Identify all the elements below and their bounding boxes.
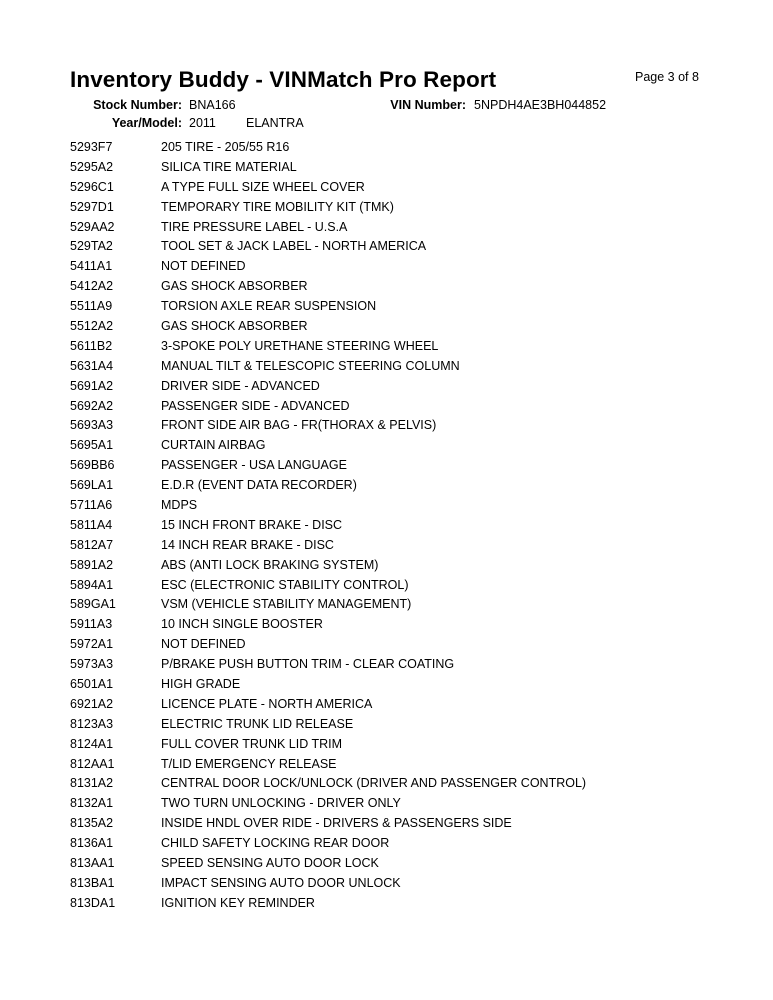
option-description: CURTAIN AIRBAG: [161, 438, 266, 453]
option-description: FRONT SIDE AIR BAG - FR(THORAX & PELVIS): [161, 418, 437, 433]
list-item: [70, 336, 750, 356]
option-code: 8123A3: [70, 716, 114, 731]
year-model-label: Year/Model:: [111, 116, 182, 130]
list-item: [70, 197, 750, 217]
option-description: 15 INCH FRONT BRAKE - DISC: [161, 517, 343, 532]
option-description: MDPS: [161, 497, 198, 512]
option-description: MANUAL TILT & TELESCOPIC STEERING COLUMN: [161, 358, 460, 373]
option-code: 5411A1: [70, 259, 113, 274]
option-description: CHILD SAFETY LOCKING REAR DOOR: [161, 836, 390, 851]
option-description: CENTRAL DOOR LOCK/UNLOCK (DRIVER AND PASSENGER CONTROL): [161, 776, 587, 791]
list-item: [70, 177, 750, 197]
list-item: [70, 714, 750, 734]
option-description: TEMPORARY TIRE MOBILITY KIT (TMK): [161, 199, 394, 214]
list-item: [70, 236, 750, 256]
option-description: INSIDE HNDL OVER RIDE - DRIVERS & PASSENGERS SIDE: [161, 816, 512, 831]
vin-number-value: 5NPDH4AE3BH044852: [474, 98, 607, 112]
list-item: [70, 435, 750, 455]
option-code: 5695A1: [70, 438, 114, 453]
option-code: 5295A2: [70, 159, 114, 174]
option-description: PASSENGER - USA LANGUAGE: [161, 458, 347, 473]
list-item: [70, 575, 750, 595]
list-item: [70, 793, 750, 813]
option-description: SPEED SENSING AUTO DOOR LOCK: [161, 856, 379, 870]
list-item: [70, 256, 750, 276]
option-code: 812AA1: [70, 756, 115, 771]
list-item: [70, 634, 750, 654]
vin-number-label: VIN Number:: [390, 98, 466, 112]
option-code: 6921A2: [70, 696, 114, 711]
option-code: 5412A2: [70, 279, 114, 294]
option-code: 5297D1: [70, 199, 114, 214]
list-item: [70, 813, 750, 833]
option-description: ESC (ELECTRONIC STABILITY CONTROL): [161, 577, 409, 592]
option-description: HIGH GRADE: [161, 676, 241, 691]
option-code: 529AA2: [70, 219, 115, 234]
option-code: 8132A1: [70, 796, 114, 811]
option-code: 813AA1: [70, 856, 115, 870]
option-description: VSM (VEHICLE STABILITY MANAGEMENT): [161, 597, 412, 612]
option-description: GAS SHOCK ABSORBER: [161, 279, 308, 294]
option-code: 8124A1: [70, 736, 114, 751]
option-code: 8135A2: [70, 816, 114, 831]
list-item: [70, 356, 750, 376]
option-code: 589GA1: [70, 597, 116, 612]
option-description: ABS (ANTI LOCK BRAKING SYSTEM): [161, 557, 379, 572]
year-value: 2011: [189, 116, 216, 130]
option-code: 6501A1: [70, 676, 114, 691]
list-item: [70, 734, 750, 754]
page-number: Page 3 of 8: [635, 70, 699, 84]
option-description: A TYPE FULL SIZE WHEEL COVER: [161, 179, 365, 194]
option-description: T/LID EMERGENCY RELEASE: [161, 756, 337, 771]
option-code: 569BB6: [70, 458, 115, 473]
option-description: NOT DEFINED: [161, 259, 246, 274]
option-code: 529TA2: [70, 239, 113, 254]
report-title: Inventory Buddy - VINMatch Pro Report: [70, 67, 497, 92]
option-description: NOT DEFINED: [161, 637, 246, 652]
list-item: [70, 137, 750, 157]
list-item: [70, 654, 750, 674]
list-item: [70, 833, 750, 853]
option-description: 14 INCH REAR BRAKE - DISC: [161, 537, 334, 552]
option-description: IGNITION KEY REMINDER: [161, 895, 315, 910]
list-item: [70, 853, 750, 873]
option-description: GAS SHOCK ABSORBER: [161, 318, 308, 333]
option-code: 8131A2: [70, 776, 114, 791]
option-description: TIRE PRESSURE LABEL - U.S.A: [161, 219, 348, 234]
option-code: 5811A4: [70, 517, 113, 532]
option-code: 5972A1: [70, 637, 114, 652]
list-item: [70, 495, 750, 515]
list-item: [70, 157, 750, 177]
option-code: 5293F7: [70, 139, 113, 154]
list-item: [70, 754, 750, 774]
option-description: TWO TURN UNLOCKING - DRIVER ONLY: [161, 796, 401, 811]
option-code: 5691A2: [70, 378, 114, 393]
list-item: [70, 475, 750, 495]
option-code: 5973A3: [70, 657, 114, 672]
option-code: 5693A3: [70, 418, 114, 433]
list-item: [70, 396, 750, 416]
option-code: 8136A1: [70, 836, 114, 851]
model-value: ELANTRA: [246, 116, 304, 130]
list-item: [70, 455, 750, 475]
list-item: [70, 774, 750, 794]
option-code-list: [70, 137, 750, 913]
option-description: 3-SPOKE POLY URETHANE STEERING WHEEL: [161, 338, 439, 353]
list-item: [70, 316, 750, 336]
option-code: 5692A2: [70, 398, 114, 413]
option-description: SILICA TIRE MATERIAL: [161, 159, 297, 174]
option-code: 5296C1: [70, 179, 114, 194]
option-code: 5512A2: [70, 318, 114, 333]
option-description: P/BRAKE PUSH BUTTON TRIM - CLEAR COATING: [161, 657, 455, 672]
option-code: 5891A2: [70, 557, 114, 572]
option-code: 813BA1: [70, 875, 115, 890]
list-item: [70, 694, 750, 714]
list-item: [70, 674, 750, 694]
list-item: [70, 614, 750, 634]
option-description: TOOL SET & JACK LABEL - NORTH AMERICA: [161, 239, 427, 254]
option-description: LICENCE PLATE - NORTH AMERICA: [161, 696, 373, 711]
option-description: DRIVER SIDE - ADVANCED: [161, 378, 320, 393]
option-description: 205 TIRE - 205/55 R16: [161, 139, 290, 154]
list-item: [70, 515, 750, 535]
list-item: [70, 893, 750, 913]
list-item: [70, 376, 750, 396]
option-description: ELECTRIC TRUNK LID RELEASE: [161, 716, 354, 731]
option-code: 5812A7: [70, 537, 114, 552]
stock-number-value: BNA166: [189, 98, 236, 112]
option-description: TORSION AXLE REAR SUSPENSION: [161, 299, 377, 314]
option-description: IMPACT SENSING AUTO DOOR UNLOCK: [161, 875, 401, 890]
option-code: 813DA1: [70, 895, 116, 910]
option-code: 5631A4: [70, 358, 114, 373]
option-code: 5894A1: [70, 577, 114, 592]
option-code: 5511A9: [70, 299, 113, 314]
option-description: FULL COVER TRUNK LID TRIM: [161, 736, 343, 751]
option-description: E.D.R (EVENT DATA RECORDER): [161, 478, 357, 493]
option-description: PASSENGER SIDE - ADVANCED: [161, 398, 350, 413]
list-item: [70, 535, 750, 555]
list-item: [70, 415, 750, 435]
stock-number-label: Stock Number:: [93, 98, 182, 112]
list-item: [70, 594, 750, 614]
option-code: 5711A6: [70, 497, 113, 512]
list-item: [70, 217, 750, 237]
option-description: 10 INCH SINGLE BOOSTER: [161, 617, 323, 632]
list-item: [70, 555, 750, 575]
list-item: [70, 873, 750, 893]
option-code: 5911A3: [70, 617, 113, 632]
list-item: [70, 276, 750, 296]
list-item: [70, 296, 750, 316]
option-code: 5611B2: [70, 338, 113, 353]
option-code: 569LA1: [70, 478, 114, 493]
